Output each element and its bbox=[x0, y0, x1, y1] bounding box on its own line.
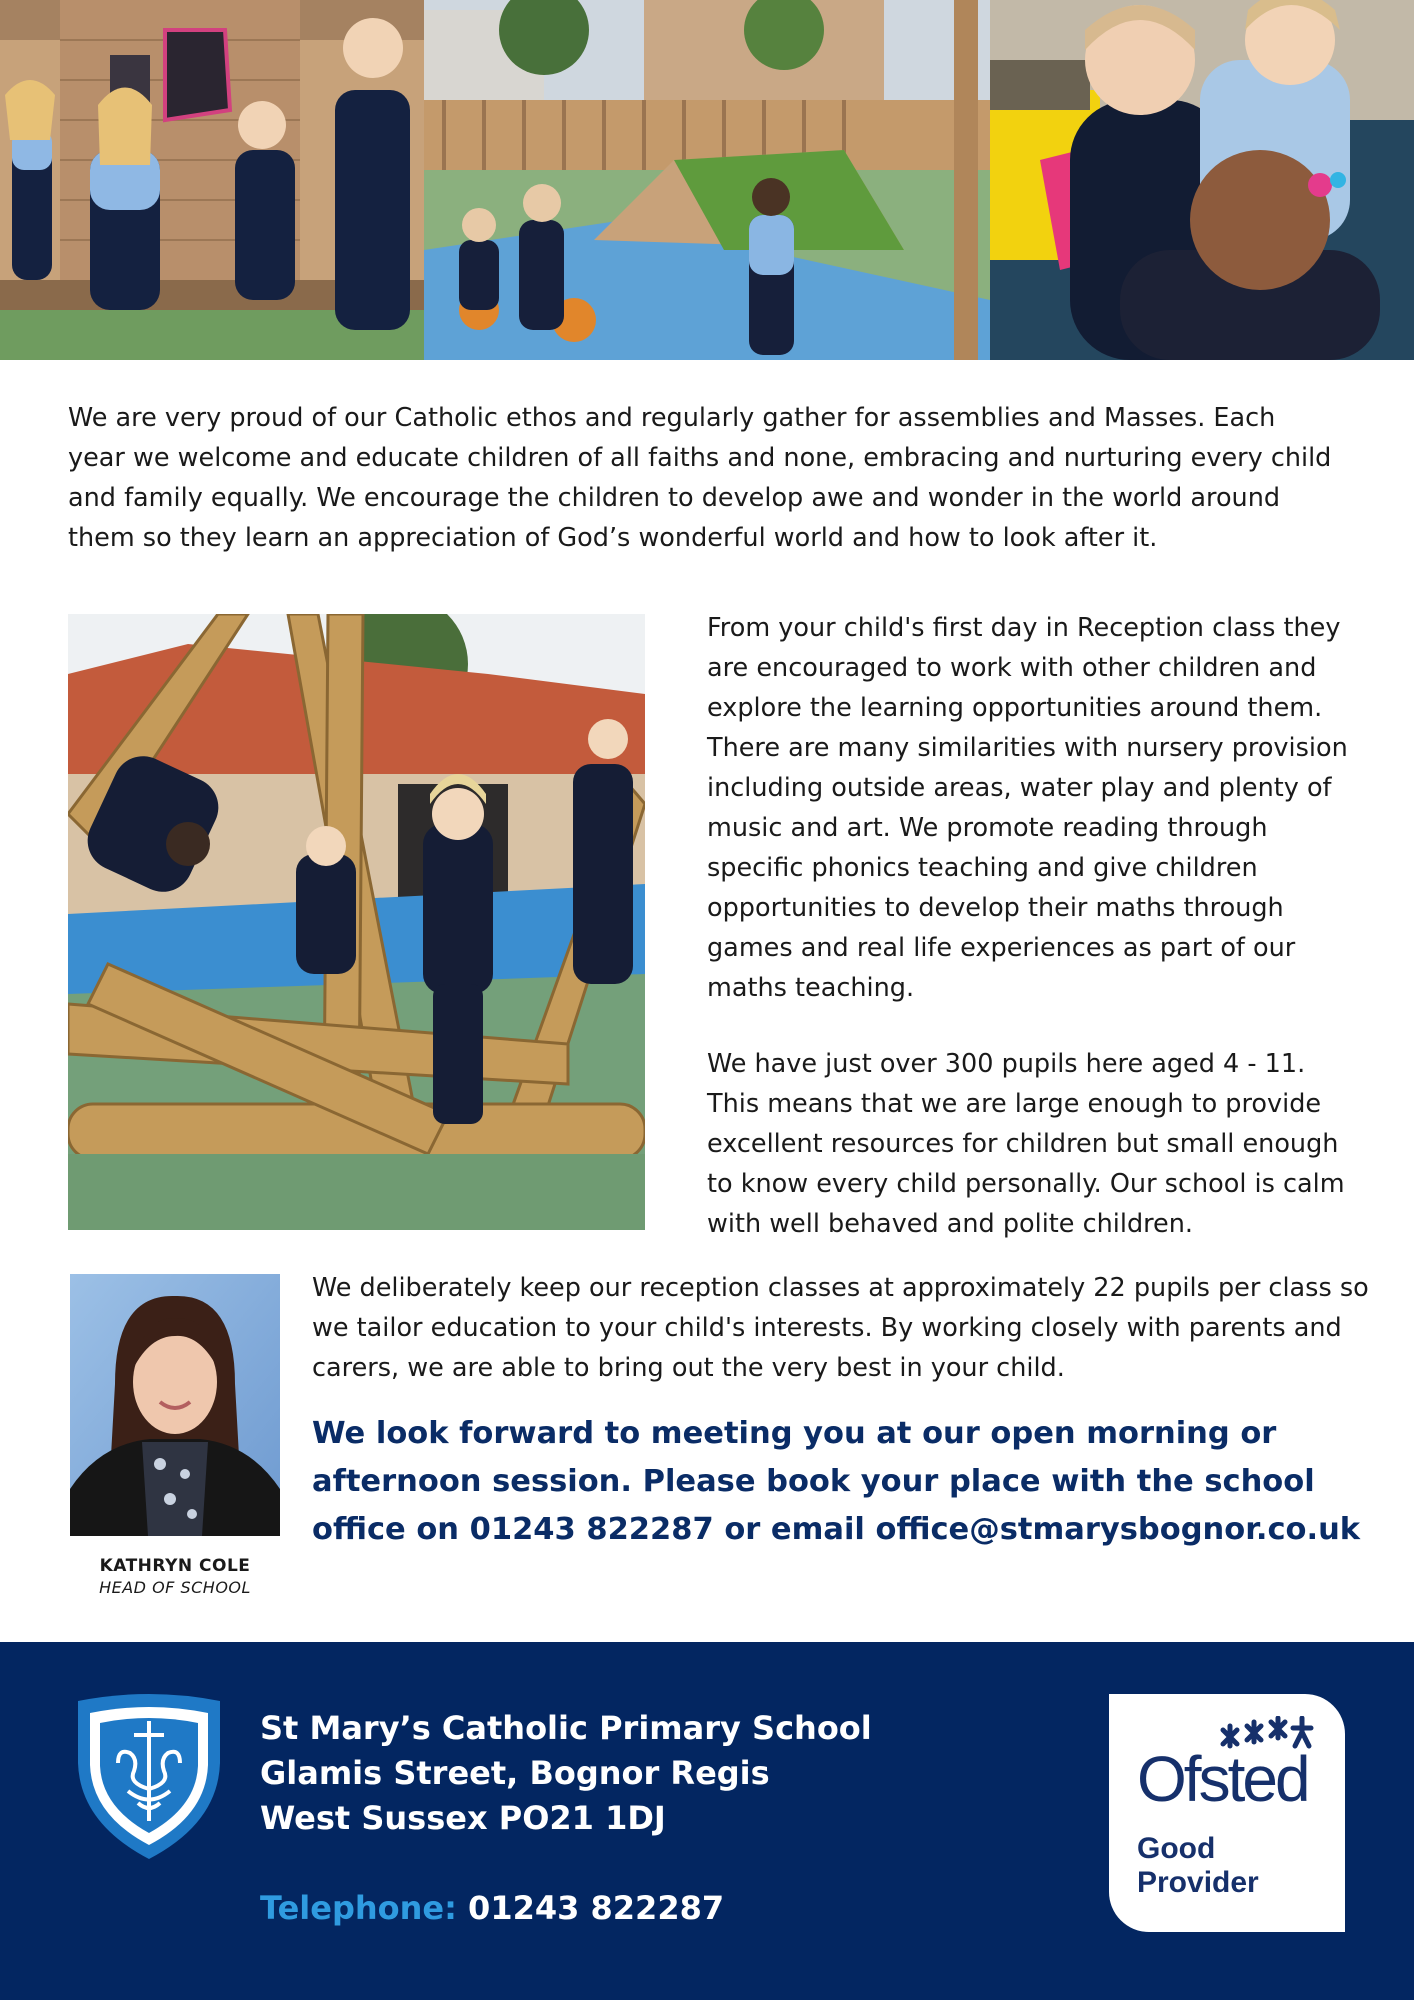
address-line-school-name: St Mary’s Catholic Primary School bbox=[260, 1709, 872, 1747]
address-line-county-postcode: West Sussex PO21 1DJ bbox=[260, 1799, 666, 1837]
reception-paragraph: From your child's first day in Reception class they are encouraged to work with other children and explore the learning opportunities around them. There are many similarities with nursery provision including outside areas, water play and plenty of music and art. We promote reading through specific phonics teaching and give children opportunities to develop their maths through games and real life experiences as part of our maths teaching. bbox=[707, 613, 1348, 1003]
head-of-school-photo bbox=[70, 1274, 280, 1536]
photo-children-on-tricycles bbox=[424, 0, 990, 360]
reception-info-column bbox=[707, 608, 1357, 1244]
photo-children-sharing-toys bbox=[990, 0, 1414, 360]
school-address bbox=[260, 1706, 872, 1841]
ofsted-wordmark: Ofsted bbox=[1137, 1743, 1308, 1815]
address-line-street: Glamis Street, Bognor Regis bbox=[260, 1754, 770, 1792]
ofsted-rating-line-2: Provider bbox=[1137, 1866, 1259, 1899]
telephone-label: Telephone: bbox=[260, 1889, 457, 1927]
ofsted-rating-line-1: Good bbox=[1137, 1832, 1216, 1865]
school-crest-icon bbox=[68, 1693, 230, 1863]
footer bbox=[0, 1642, 1414, 2000]
open-day-call-to-action: We look forward to meeting you at our open morning or afternoon session. Please book your place with the school office on 01243 822287 or email office@stmarysbognor.co.uk bbox=[312, 1416, 1361, 1547]
photo-climbing-frame bbox=[68, 614, 645, 1230]
ofsted-rating bbox=[1137, 1832, 1259, 1900]
photo-children-at-playhouse bbox=[0, 0, 424, 360]
telephone bbox=[260, 1886, 724, 1931]
head-of-school-role: HEAD OF SCHOOL bbox=[99, 1578, 251, 1597]
head-of-school-name: KATHRYN COLE bbox=[99, 1556, 251, 1576]
pupils-paragraph: We have just over 300 pupils here aged 4 - 11. This means that we are large enough to provide excellent resources for children but small enough to know every child personally. Our school is calm with well behaved and polite children. bbox=[707, 1049, 1345, 1239]
telephone-number[interactable]: 01243 822287 bbox=[468, 1889, 725, 1927]
class-size-paragraph: We deliberately keep our reception classes at approximately 22 pupils per class so we tailor education to your child's interests. By working closely with parents and carers, we are able to bring out the very best in your child. bbox=[312, 1273, 1369, 1383]
ofsted-badge bbox=[1109, 1694, 1345, 1932]
intro-paragraph: We are very proud of our Catholic ethos and regularly gather for assemblies and Masses. Each year we welcome and educate children of all faiths and none, embracing and nurturing every child and family equally. We encourage the children to develop awe and wonder in the world around them so they learn an appreciation of God’s wonderful world and how to look after it. bbox=[68, 403, 1332, 553]
